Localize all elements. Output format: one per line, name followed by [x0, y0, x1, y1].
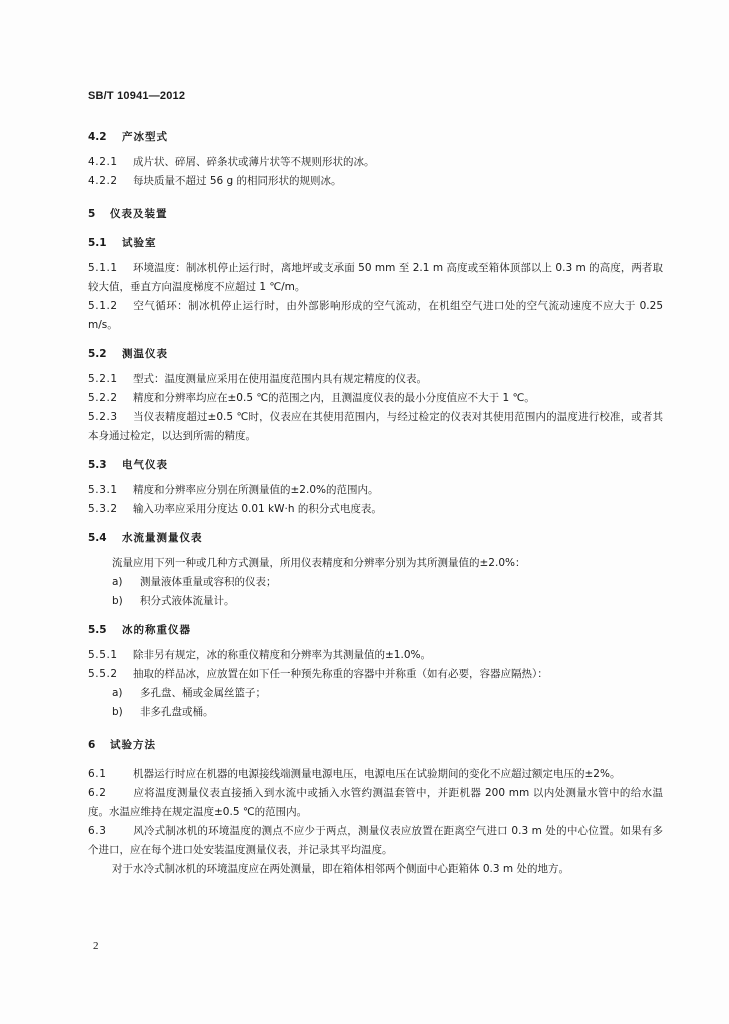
list-item [88, 573, 663, 592]
heading-number: 5.2 [88, 348, 107, 360]
clause-4-2-2 [88, 172, 663, 191]
clause-text: 环境温度：制冰机停止运行时，离地坪或支承面 50 mm 至 2.1 m 高度或至箱体顶部以上 0.3 m 的高度，两者取较大值，垂直方向温度梯度不应超过 1 ℃/m。 [88, 262, 663, 293]
list-item-text: 非多孔盘或桶。 [140, 706, 214, 718]
heading-title: 仪表及装置 [110, 208, 168, 220]
list-item [88, 684, 663, 703]
clause-number: 6.3 [88, 825, 107, 837]
clause-text: 应将温度测量仪表直接插入到水流中或插入水管约测温套管中，并距机器 200 mm 以内处测量水管中的给水温度。水温应维持在规定温度±0.5 ℃的范围内。 [88, 787, 663, 818]
paragraph-6-3-continued: 对于水冷式制冰机的环境温度应在两处测量，即在箱体相邻两个侧面中心距箱体 0.3 m 处的地方。 [112, 863, 569, 875]
clause-number: 6.2 [88, 787, 107, 799]
heading-title: 测温仪表 [122, 348, 168, 360]
clause-5-2-3 [88, 408, 663, 446]
clause-number: 5.3.1 [88, 484, 118, 496]
clause-4-2-1 [88, 153, 663, 172]
clause-text: 除非另有规定，冰的称重仪精度和分辨率为其测量值的±1.0%。 [133, 649, 431, 661]
clause-number: 5.2.1 [88, 373, 118, 385]
clause-5-3-1 [88, 481, 663, 500]
list-item-text: 多孔盘、桶或金属丝篮子； [140, 687, 266, 699]
list-marker: b) [112, 706, 123, 718]
heading-title: 冰的称重仪器 [122, 624, 191, 636]
clause-number: 5.2.3 [88, 411, 118, 423]
clause-number: 6.1 [88, 768, 107, 780]
clause-text: 每块质量不超过 56 g 的相同形状的规则冰。 [133, 175, 342, 187]
clause-number: 5.5.1 [88, 649, 118, 661]
list-marker: b) [112, 595, 123, 607]
section-heading-5-4 [88, 529, 663, 548]
clause-text: 精度和分辨率应分别在所测量值的±2.0%的范围内。 [133, 484, 379, 496]
clause-number: 5.1.2 [88, 300, 118, 312]
clause-number: 5.2.2 [88, 392, 118, 404]
clause-text: 当仪表精度超过±0.5 ℃时，仪表应在其使用范围内，与经过检定的仪表对其使用范围内的温度进行校准，或者其本身通过检定，以达到所需的精度。 [88, 411, 663, 442]
section-heading-5-1 [88, 234, 663, 253]
list-marker: a) [112, 687, 123, 699]
clause-5-5-1 [88, 646, 663, 665]
heading-title: 水流量测量仪表 [122, 532, 203, 544]
heading-number: 4.2 [88, 131, 107, 143]
clause-text: 空气循环：制冰机停止运行时，由外部影响形成的空气流动，在机组空气进口处的空气流动速度不应大于 0.25 m/s。 [88, 300, 663, 331]
clause-6-3 [88, 822, 663, 860]
clause-number: 5.3.2 [88, 503, 118, 515]
heading-number: 5 [88, 208, 96, 220]
section-heading-4-2 [88, 128, 663, 147]
clause-text: 输入功率应采用分度达 0.01 kW·h 的积分式电度表。 [133, 503, 382, 515]
clause-5-2-2 [88, 389, 663, 408]
section-heading-5 [88, 205, 663, 224]
paragraph-5-4-intro: 流量应用下列一种或几种方式测量，所用仪表精度和分辨率分别为其所测量值的±2.0%： [112, 557, 526, 569]
heading-title: 电气仪表 [122, 459, 168, 471]
clause-number: 5.1.1 [88, 262, 118, 274]
clause-5-1-1 [88, 259, 663, 297]
heading-number: 5.4 [88, 532, 107, 544]
clause-text: 机器运行时应在机器的电源接线端测量电源电压，电源电压在试验期间的变化不应超过额定电压的±2%。 [133, 768, 621, 780]
document-body [88, 128, 663, 879]
heading-number: 6 [88, 739, 96, 751]
clause-number: 5.5.2 [88, 668, 118, 680]
standard-code-header: SB/T 10941—2012 [88, 90, 186, 102]
clause-5-2-1 [88, 370, 663, 389]
clause-6-2 [88, 784, 663, 822]
clause-text: 抽取的样品冰，应放置在如下任一种预先称重的容器中并称重（如有必要，容器应隔热）： [133, 668, 548, 680]
heading-number: 5.3 [88, 459, 107, 471]
list-marker: a) [112, 576, 123, 588]
clause-5-5-2 [88, 665, 663, 684]
list-item-text: 测量液体重量或容积的仪表； [140, 576, 277, 588]
clause-number: 4.2.1 [88, 156, 118, 168]
clause-5-3-2 [88, 500, 663, 519]
section-heading-6 [88, 736, 663, 755]
clause-number: 4.2.2 [88, 175, 118, 187]
section-heading-5-3 [88, 456, 663, 475]
page-number: 2 [93, 940, 99, 952]
heading-title: 试验方法 [110, 739, 156, 751]
clause-text: 型式：温度测量应采用在使用温度范围内具有规定精度的仪表。 [133, 373, 427, 385]
section-heading-5-2 [88, 345, 663, 364]
list-item [88, 703, 663, 722]
clause-6-1 [88, 765, 663, 784]
clause-text: 风冷式制冰机的环境温度的测点不应少于两点，测量仪表应放置在距离空气进口 0.3 m 处的中心位置。如果有多个进口，应在每个进口处安装温度测量仪表，并记录其平均温度。 [88, 825, 663, 856]
heading-number: 5.5 [88, 624, 107, 636]
list-item [88, 592, 663, 611]
heading-title: 产冰型式 [122, 131, 168, 143]
heading-title: 试验室 [122, 237, 157, 249]
clause-text: 成片状、碎屑、碎条状或薄片状等不规则形状的冰。 [133, 156, 375, 168]
clause-5-1-2 [88, 297, 663, 335]
section-heading-5-5 [88, 621, 663, 640]
list-item-text: 积分式液体流量计。 [140, 595, 235, 607]
clause-text: 精度和分辨率均应在±0.5 ℃的范围之内，且测温度仪表的最小分度值应不大于 1 ℃。 [133, 392, 535, 404]
heading-number: 5.1 [88, 237, 107, 249]
